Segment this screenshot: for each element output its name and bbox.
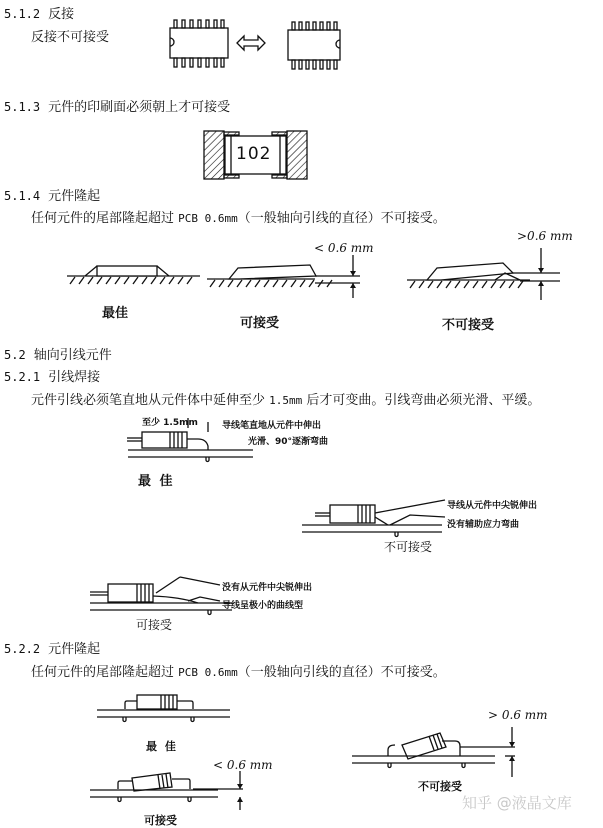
- section-number: 5.2.1: [4, 370, 41, 384]
- annotation: 导线笔直地从元件中伸出: [222, 421, 322, 431]
- section-title: 元件的印刷面必须朝上才可接受: [48, 100, 231, 115]
- smd-lift-acceptable-figure: [205, 255, 365, 300]
- smd-lift-best-figure: [65, 262, 205, 287]
- section-body: [31, 661, 446, 680]
- section-title: 元件隆起: [48, 189, 101, 204]
- annotation: 没有从元件中尖锐伸出: [222, 583, 313, 593]
- annotation: 光滑、90°逐渐弯曲: [248, 437, 329, 447]
- section-body: [31, 207, 446, 226]
- section-number: 5.1.3: [4, 100, 41, 114]
- smd-lift-unacceptable-figure: [405, 248, 570, 303]
- section-title: 引线焊接: [48, 370, 101, 385]
- body-value: PCB 0.6mm: [178, 666, 238, 679]
- annotation: 导线从元件中尖锐伸出: [447, 501, 538, 511]
- section-number: 5.1.2: [4, 7, 41, 21]
- figure-label: 可接受: [144, 814, 177, 827]
- section-heading-5-2-2: [4, 638, 100, 657]
- axial-lift-best-figure: [95, 693, 235, 723]
- figure-label: 最佳: [102, 306, 129, 321]
- section-title: 反接: [48, 7, 75, 22]
- figure-label: 不可接受: [442, 318, 495, 333]
- section-heading-5-1-4: [4, 185, 100, 204]
- section-heading-5-1-2: [4, 3, 74, 22]
- section-heading-5-2: [4, 344, 112, 363]
- annotation: 导线呈极小的曲线型: [222, 601, 304, 611]
- figure-label: 最 佳: [146, 740, 178, 753]
- body-text: 元件引线必须笔直地从元件体中延伸至少: [31, 393, 270, 408]
- body-text: （一般轴向引线的直径）不可接受。: [237, 211, 446, 226]
- watermark: 知乎 @液晶文库: [462, 794, 572, 812]
- figure-label: 可接受: [136, 618, 173, 632]
- dimension-label: > 0.6 mm: [488, 708, 548, 722]
- section-heading-5-1-3: [4, 96, 230, 115]
- body-value: PCB 0.6mm: [178, 212, 238, 225]
- dimension-label: < 0.6 mm: [213, 758, 273, 772]
- section-number: 5.2: [4, 348, 26, 362]
- dimension-label: >0.6 mm: [517, 229, 573, 243]
- axial-lift-unacceptable-figure: [350, 725, 520, 780]
- body-text: 任何元件的尾部隆起超过: [31, 665, 179, 680]
- section-body: [31, 389, 540, 408]
- section-number: 5.2.2: [4, 642, 41, 656]
- figure-label: 可接受: [240, 316, 280, 331]
- body-text: 任何元件的尾部隆起超过: [31, 211, 179, 226]
- section-title: 轴向引线元件: [33, 348, 112, 363]
- section-title: 元件隆起: [48, 642, 101, 657]
- chip-marking: 102: [236, 144, 272, 164]
- figure-label: 最 佳: [138, 474, 175, 489]
- body-text: 后才可变曲。引线弯曲必须光滑、平缓。: [302, 393, 541, 408]
- section-heading-5-2-1: [4, 366, 100, 385]
- figure-label: 不可接受: [418, 780, 462, 793]
- section-body: 反接不可接受: [31, 30, 110, 45]
- section-number: 5.1.4: [4, 189, 41, 203]
- body-text: （一般轴向引线的直径）不可接受。: [237, 665, 446, 680]
- dimension-label: < 0.6 mm: [314, 241, 374, 255]
- annotation: 没有辅助应力弯曲: [447, 520, 520, 530]
- body-value: 1.5mm: [269, 394, 303, 407]
- figure-label: 不可接受: [384, 540, 433, 554]
- annotation: 至少 1.5mm: [142, 418, 198, 428]
- axial-lead-acceptable-figure: [80, 575, 240, 620]
- reverse-ic-figure: [165, 12, 355, 77]
